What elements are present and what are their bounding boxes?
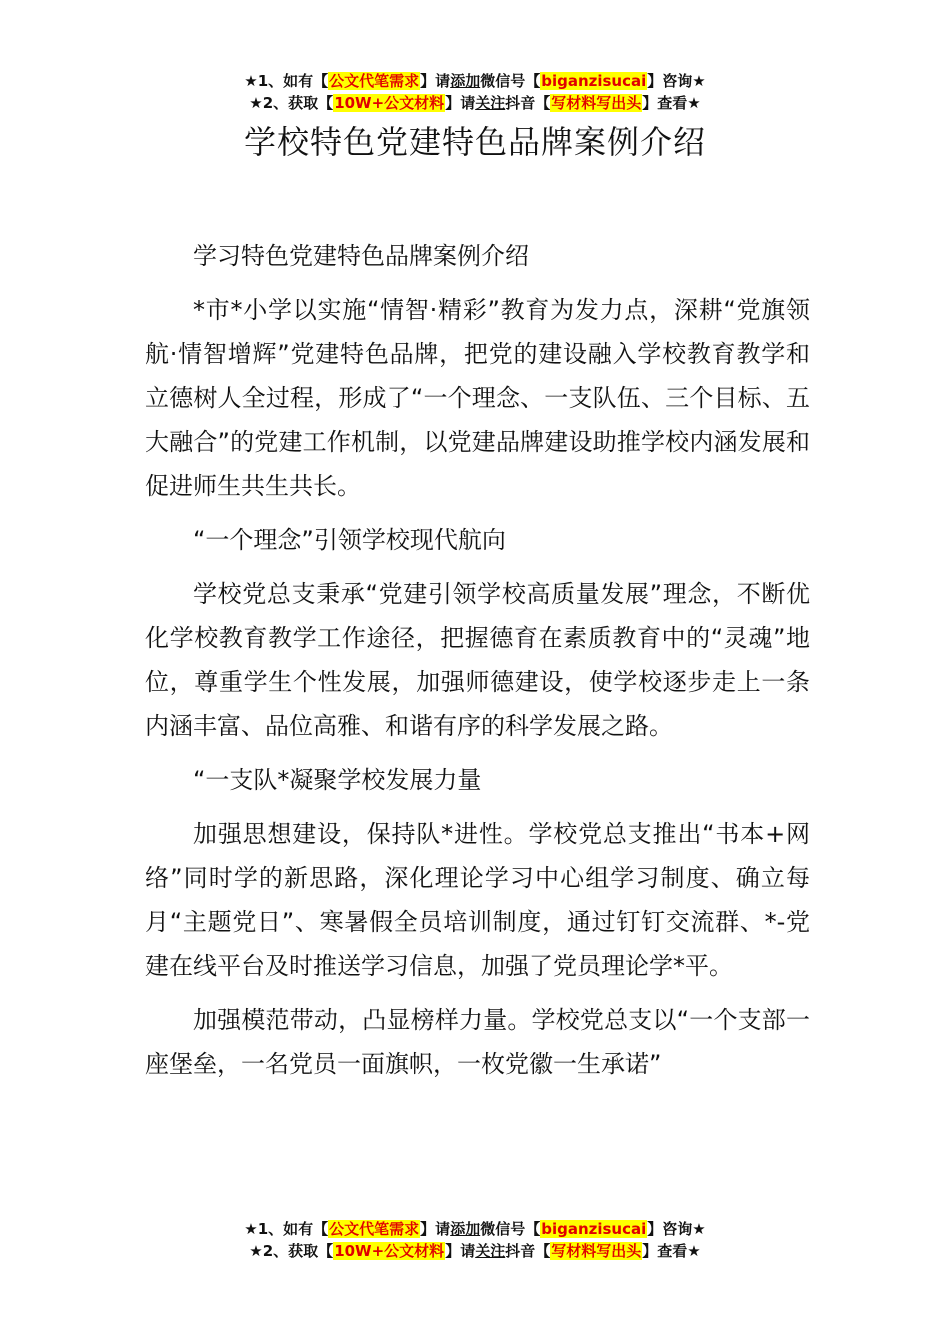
- banner-underlined: 关注: [475, 1242, 506, 1260]
- banner-text: 】请: [445, 94, 476, 112]
- banner-text: 微信号【: [480, 1220, 541, 1238]
- document-body: [145, 234, 810, 1096]
- banner-highlight: 公文代笔需求: [329, 72, 420, 90]
- banner-highlight: 写材料写出头: [551, 1242, 642, 1260]
- banner-underlined: 添加: [450, 1220, 481, 1238]
- banner-line-1: [0, 1218, 950, 1240]
- banner-highlight: 公文代笔需求: [329, 1220, 420, 1238]
- section-heading: “一支队*凝聚学校发展力量: [193, 766, 482, 794]
- banner-text: 】请: [445, 1242, 476, 1260]
- banner-highlight: 10W+公文材料: [334, 94, 445, 112]
- banner-highlight: biganzisucai: [541, 72, 647, 90]
- banner-text: ★2、获取【: [249, 94, 334, 112]
- banner-line-2: [0, 92, 950, 114]
- paragraph-subtitle: 学习特色党建特色品牌案例介绍: [193, 242, 529, 270]
- banner-underlined: 添加: [450, 72, 481, 90]
- section-heading: “一个理念”引领学校现代航向: [193, 526, 506, 554]
- banner-text: 】请: [420, 72, 451, 90]
- banner-text: ★1、如有【: [244, 72, 329, 90]
- banner-text: ★2、获取【: [249, 1242, 334, 1260]
- paragraph: 加强模范带动，凸显榜样力量。学校党总支以“一个支部一座堡垒，一名党员一面旗帜，一枚党徽一生承诺”: [145, 1006, 810, 1078]
- banner-highlight: biganzisucai: [541, 1220, 647, 1238]
- footer-banner: [0, 1218, 950, 1262]
- banner-text: ★1、如有【: [244, 1220, 329, 1238]
- banner-text: 抖音【: [505, 94, 551, 112]
- paragraph: *市*小学以实施“情智·精彩”教育为发力点，深耕“党旗领航·情智增辉”党建特色品牌，把党的建设融入学校教育教学和立德树人全过程，形成了“一个理念、一支队伍、三个目标、五大融合”的党建工作机制，以党建品牌建设助推学校内涵发展和促进师生共生共长。: [145, 296, 810, 500]
- banner-text: 】咨询★: [647, 1220, 706, 1238]
- banner-text: 抖音【: [505, 1242, 551, 1260]
- banner-text: 微信号【: [480, 72, 541, 90]
- document-title: 学校特色党建特色品牌案例介绍: [243, 123, 706, 161]
- paragraph: 学校党总支秉承“党建引领学校高质量发展”理念，不断优化学校教育教学工作途径，把握德育在素质教育中的“灵魂”地位，尊重学生个性发展，加强师德建设，使学校逐步走上一条内涵丰富、品位高雅、和谐有序的科学发展之路。: [145, 580, 810, 740]
- paragraph: 加强思想建设，保持队*进性。学校党总支推出“书本+网络”同时学的新思路，深化理论学习中心组学习制度、确立每月“主题党日”、寒暑假全员培训制度，通过钉钉交流群、*-党建在线平台及时推送学习信息，加强了党员理论学*平。: [145, 820, 810, 980]
- header-banner: [0, 70, 950, 114]
- banner-text: 】查看★: [642, 1242, 701, 1260]
- banner-text: 】查看★: [642, 94, 701, 112]
- banner-text: 】咨询★: [647, 72, 706, 90]
- banner-text: 】请: [420, 1220, 451, 1238]
- banner-line-2: [0, 1240, 950, 1262]
- banner-highlight: 写材料写出头: [551, 94, 642, 112]
- banner-line-1: [0, 70, 950, 92]
- banner-highlight: 10W+公文材料: [334, 1242, 445, 1260]
- banner-underlined: 关注: [475, 94, 506, 112]
